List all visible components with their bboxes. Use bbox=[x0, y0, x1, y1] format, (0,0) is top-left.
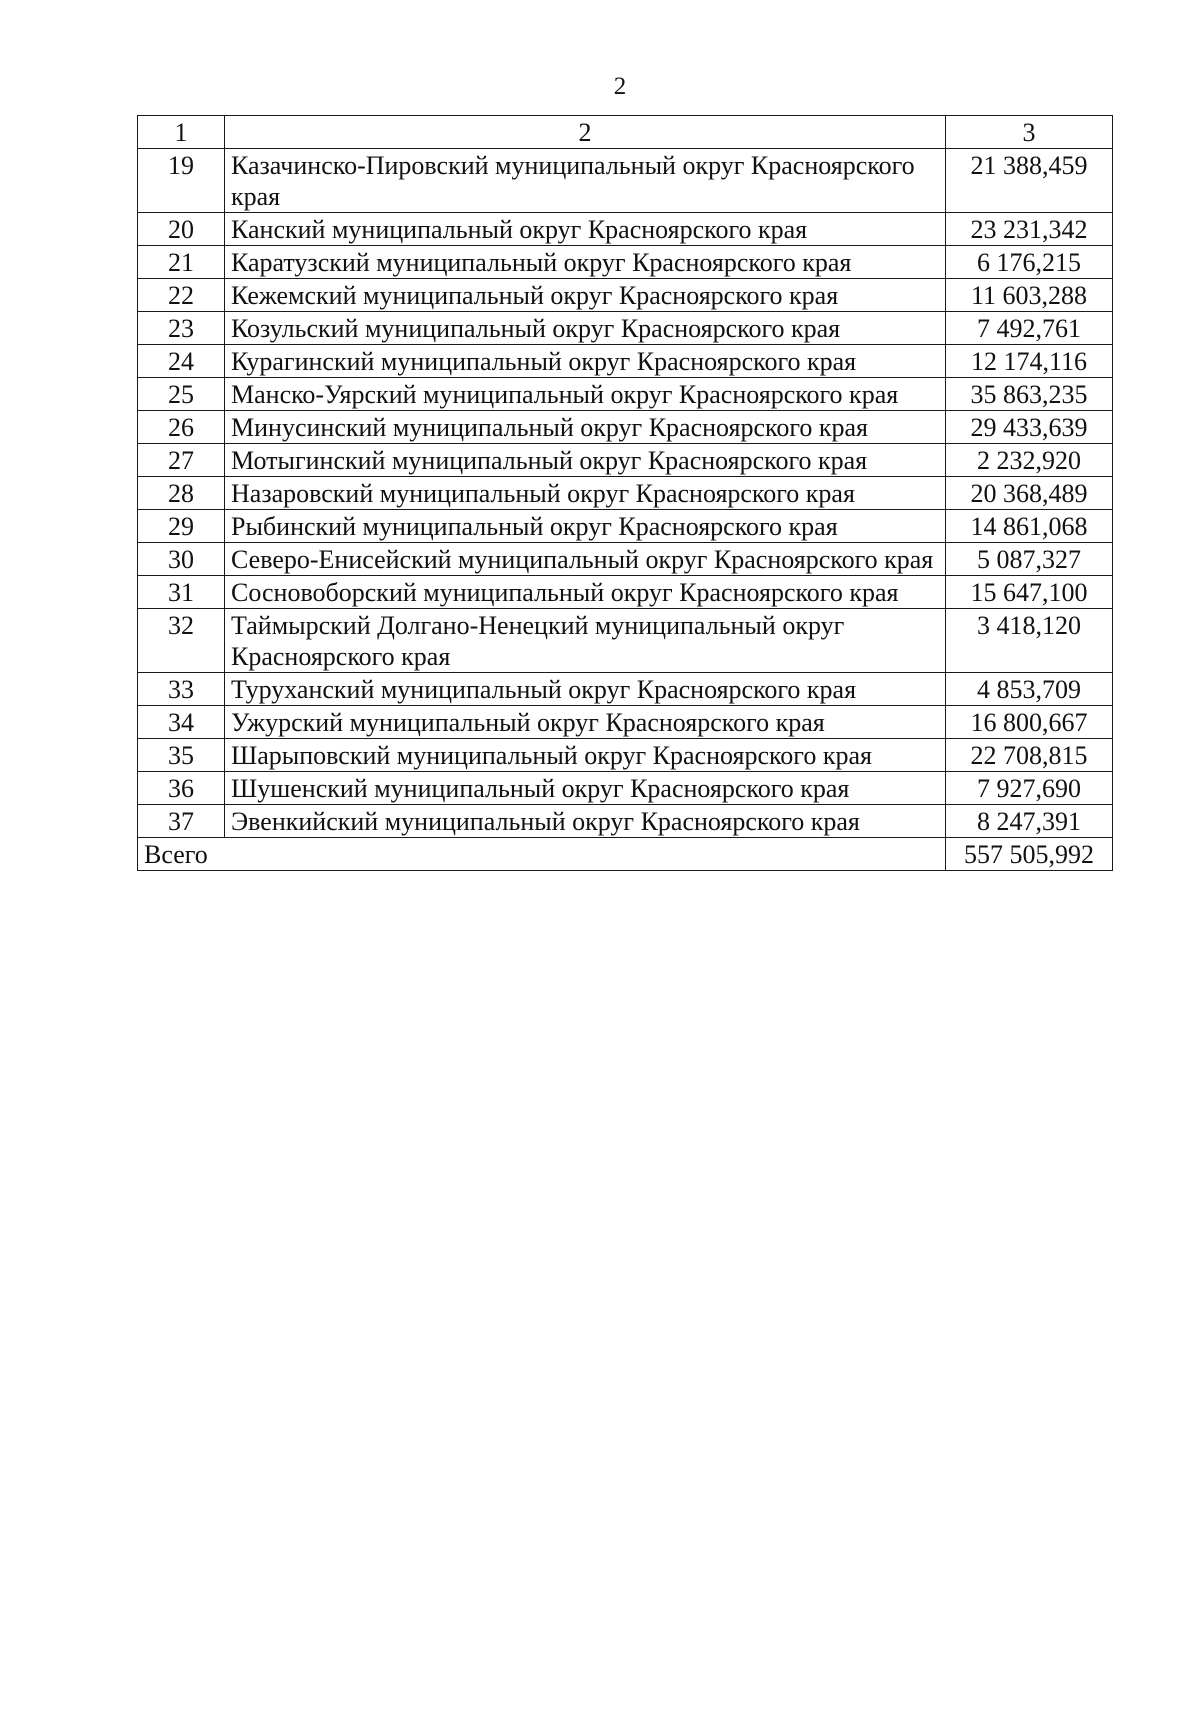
district-name: Северо-Енисейский муниципальный округ Красноярского края bbox=[225, 543, 946, 576]
total-row bbox=[138, 838, 1113, 871]
table-row bbox=[138, 706, 1113, 739]
row-number: 37 bbox=[138, 805, 225, 838]
table-body bbox=[138, 116, 1113, 871]
table-row bbox=[138, 378, 1113, 411]
district-name: Казачинско-Пировский муниципальный округ Красноярского края bbox=[225, 149, 946, 213]
row-number: 20 bbox=[138, 213, 225, 246]
row-number: 34 bbox=[138, 706, 225, 739]
district-name: Сосновоборский муниципальный округ Красноярского края bbox=[225, 576, 946, 609]
amount-value: 21 388,459 bbox=[946, 149, 1113, 213]
row-number: 28 bbox=[138, 477, 225, 510]
table-row bbox=[138, 673, 1113, 706]
row-number: 31 bbox=[138, 576, 225, 609]
row-number: 27 bbox=[138, 444, 225, 477]
amount-value: 14 861,068 bbox=[946, 510, 1113, 543]
district-name: Эвенкийский муниципальный округ Красноярского края bbox=[225, 805, 946, 838]
table-row bbox=[138, 477, 1113, 510]
table-row bbox=[138, 345, 1113, 378]
amount-value: 11 603,288 bbox=[946, 279, 1113, 312]
table-row bbox=[138, 279, 1113, 312]
table-row bbox=[138, 149, 1113, 213]
table-row bbox=[138, 510, 1113, 543]
row-number: 22 bbox=[138, 279, 225, 312]
district-name: Мотыгинский муниципальный округ Красноярского края bbox=[225, 444, 946, 477]
row-number: 36 bbox=[138, 772, 225, 805]
total-label: Всего bbox=[138, 838, 946, 871]
table-row bbox=[138, 576, 1113, 609]
row-number: 26 bbox=[138, 411, 225, 444]
row-number: 25 bbox=[138, 378, 225, 411]
amount-value: 5 087,327 bbox=[946, 543, 1113, 576]
table-row bbox=[138, 213, 1113, 246]
table-row bbox=[138, 444, 1113, 477]
amount-value: 2 232,920 bbox=[946, 444, 1113, 477]
row-number: 32 bbox=[138, 609, 225, 673]
table-row bbox=[138, 772, 1113, 805]
table-row bbox=[138, 411, 1113, 444]
district-name: Назаровский муниципальный округ Красноярского края bbox=[225, 477, 946, 510]
amount-value: 20 368,489 bbox=[946, 477, 1113, 510]
table-row bbox=[138, 609, 1113, 673]
district-name: Рыбинский муниципальный округ Красноярского края bbox=[225, 510, 946, 543]
district-name: Козульский муниципальный округ Красноярского края bbox=[225, 312, 946, 345]
amount-value: 23 231,342 bbox=[946, 213, 1113, 246]
row-number: 33 bbox=[138, 673, 225, 706]
district-name: Шарыповский муниципальный округ Красноярского края bbox=[225, 739, 946, 772]
municipal-districts-table bbox=[137, 115, 1113, 871]
amount-value: 7 492,761 bbox=[946, 312, 1113, 345]
amount-value: 12 174,116 bbox=[946, 345, 1113, 378]
row-number: 30 bbox=[138, 543, 225, 576]
district-name: Кежемский муниципальный округ Красноярского края bbox=[225, 279, 946, 312]
amount-value: 35 863,235 bbox=[946, 378, 1113, 411]
district-name: Минусинский муниципальный округ Красноярского края bbox=[225, 411, 946, 444]
header-col-1: 1 bbox=[138, 116, 225, 149]
amount-value: 16 800,667 bbox=[946, 706, 1113, 739]
amount-value: 3 418,120 bbox=[946, 609, 1113, 673]
district-name: Ужурский муниципальный округ Красноярского края bbox=[225, 706, 946, 739]
district-name: Таймырский Долгано-Ненецкий муниципальный округ Красноярского края bbox=[225, 609, 946, 673]
amount-value: 4 853,709 bbox=[946, 673, 1113, 706]
amount-value: 6 176,215 bbox=[946, 246, 1113, 279]
amount-value: 22 708,815 bbox=[946, 739, 1113, 772]
district-name: Шушенский муниципальный округ Красноярского края bbox=[225, 772, 946, 805]
row-number: 23 bbox=[138, 312, 225, 345]
table-row bbox=[138, 312, 1113, 345]
header-col-3: 3 bbox=[946, 116, 1113, 149]
district-name: Туруханский муниципальный округ Красноярского края bbox=[225, 673, 946, 706]
district-name: Каратузский муниципальный округ Красноярского края bbox=[225, 246, 946, 279]
table-row bbox=[138, 805, 1113, 838]
table-row bbox=[138, 246, 1113, 279]
row-number: 19 bbox=[138, 149, 225, 213]
amount-value: 15 647,100 bbox=[946, 576, 1113, 609]
row-number: 29 bbox=[138, 510, 225, 543]
district-name: Курагинский муниципальный округ Красноярского края bbox=[225, 345, 946, 378]
page-number: 2 bbox=[613, 73, 627, 100]
row-number: 24 bbox=[138, 345, 225, 378]
total-value: 557 505,992 bbox=[946, 838, 1113, 871]
amount-value: 8 247,391 bbox=[946, 805, 1113, 838]
amount-value: 29 433,639 bbox=[946, 411, 1113, 444]
row-number: 35 bbox=[138, 739, 225, 772]
district-name: Манско-Уярский муниципальный округ Красноярского края bbox=[225, 378, 946, 411]
row-number: 21 bbox=[138, 246, 225, 279]
amount-value: 7 927,690 bbox=[946, 772, 1113, 805]
header-col-2: 2 bbox=[225, 116, 946, 149]
header-row bbox=[138, 116, 1113, 149]
table-row bbox=[138, 739, 1113, 772]
table-row bbox=[138, 543, 1113, 576]
district-name: Канский муниципальный округ Красноярского края bbox=[225, 213, 946, 246]
